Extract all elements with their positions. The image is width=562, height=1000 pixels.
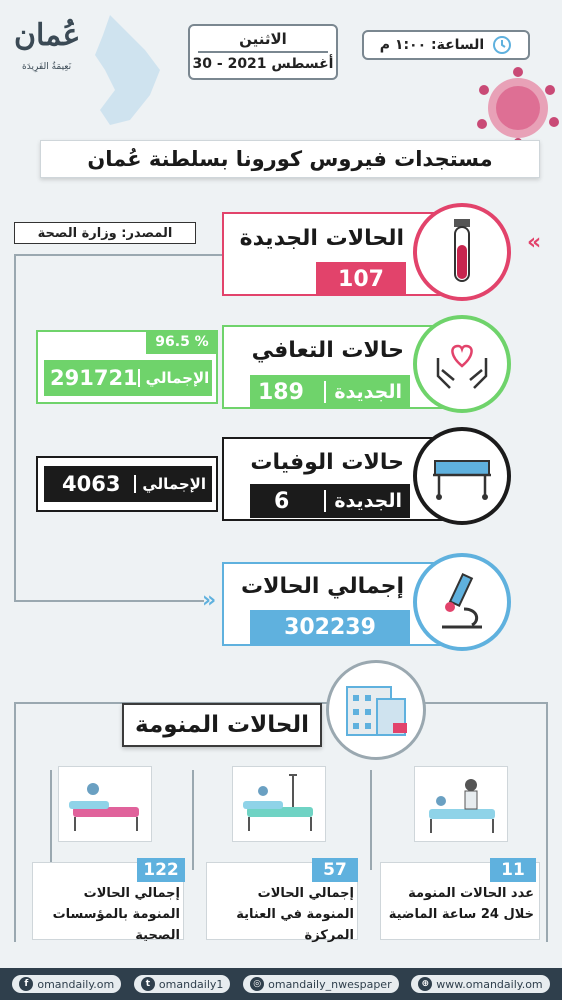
connector-line <box>192 770 194 870</box>
deaths-new-value: 6 <box>274 488 290 514</box>
chevron-left-icon: « <box>527 230 542 255</box>
deaths-new-label: الجديدة <box>324 490 402 512</box>
connector-line <box>14 600 204 602</box>
hands-heart-icon <box>432 336 492 392</box>
hospital-bed-illustration <box>232 766 326 842</box>
hospitalised-card-value: 11 <box>490 858 536 882</box>
website-link[interactable] <box>411 975 549 993</box>
total-cases-title: إجمالي الحالات <box>241 574 404 599</box>
hospitalised-card-value: 122 <box>137 858 185 882</box>
facebook-icon: f <box>19 977 33 991</box>
divider <box>198 51 328 53</box>
hospital-bed-illustration <box>414 766 508 842</box>
microscope-icon <box>434 571 490 633</box>
deaths-total-bar <box>44 466 212 502</box>
recovered-icon-circle <box>413 315 511 413</box>
hospitalised-card-value: 57 <box>312 858 358 882</box>
source-label: المصدر: وزارة الصحة <box>14 222 196 244</box>
hospital-bed-illustration <box>58 766 152 842</box>
recovered-percent: 96.5 % <box>146 330 218 354</box>
hospitalised-card-text: إجمالي الحالات المنومة بالمؤسسات الصحية <box>52 886 180 943</box>
globe-icon: ⊕ <box>418 977 432 991</box>
deaths-new-bar <box>250 484 410 518</box>
website-url: www.omandaily.om <box>436 977 543 991</box>
recovered-new-value: 189 <box>258 379 304 405</box>
instagram-link[interactable] <box>243 975 398 993</box>
logo: عُمان <box>14 18 81 53</box>
connector-line <box>14 254 224 256</box>
icu-bed-icon <box>233 767 325 841</box>
connector-line <box>14 702 16 942</box>
new-cases-value: 107 <box>316 262 406 296</box>
connector-line <box>370 770 372 870</box>
instagram-icon: ◎ <box>250 977 264 991</box>
hospitalised-title: الحالات المنومة <box>122 703 322 747</box>
recovered-total-bar <box>44 360 212 396</box>
hospital-bed-icon <box>429 451 495 501</box>
hospital-building-icon <box>341 679 411 741</box>
deaths-total-value: 4063 <box>62 472 121 496</box>
recovered-title: حالات التعافي <box>251 338 404 363</box>
hospitalised-card-text: إجمالي الحالات المنومة في العناية المركزة <box>236 886 354 943</box>
hospitalised-card-text: عدد الحالات المنومة خلال 24 ساعة الماضية <box>388 886 534 922</box>
recovered-new-label: الجديدة <box>324 381 402 403</box>
time-box <box>362 30 530 60</box>
facebook-handle: omandaily.om <box>37 977 115 991</box>
new-cases-icon-circle <box>413 203 511 301</box>
doctor-patient-icon <box>415 767 507 841</box>
total-cases-icon-circle <box>413 553 511 651</box>
recovered-total-label: الإجمالي <box>138 369 210 387</box>
recovered-total-value: 291721 <box>50 366 138 390</box>
twitter-link[interactable] <box>134 975 231 993</box>
deaths-total-label: الإجمالي <box>134 475 206 493</box>
connector-line <box>546 702 548 942</box>
total-cases-value: 302239 <box>250 610 410 644</box>
hospital-icon-circle <box>326 660 426 760</box>
date-full: 30 - أغسطس 2021 <box>192 56 334 72</box>
date-box <box>188 24 338 80</box>
deaths-icon-circle <box>413 427 511 525</box>
blood-tube-icon <box>442 217 482 287</box>
logo-subtitle: نَعِيمَةُ الفَرِيدَة <box>22 62 72 72</box>
instagram-handle: omandaily_nwespaper <box>268 977 392 991</box>
patient-bed-icon <box>59 767 151 841</box>
twitter-icon: t <box>141 977 155 991</box>
chevron-right-icon: » <box>202 588 217 613</box>
connector-line <box>50 770 52 870</box>
new-cases-title: الحالات الجديدة <box>239 226 404 251</box>
clock-icon <box>492 35 512 55</box>
deaths-title: حالات الوفيات <box>250 450 404 475</box>
date-day: الاثنين <box>239 30 287 48</box>
footer <box>0 968 562 1000</box>
time-text: الساعة: ١:٠٠ م <box>379 37 485 53</box>
page-title: مستجدات فيروس كورونا بسلطنة عُمان <box>40 140 540 178</box>
recovered-new-bar <box>250 375 410 409</box>
connector-line <box>14 254 16 602</box>
facebook-link[interactable] <box>12 975 121 993</box>
coronavirus-icon <box>470 60 560 145</box>
twitter-handle: omandaily1 <box>158 977 224 991</box>
